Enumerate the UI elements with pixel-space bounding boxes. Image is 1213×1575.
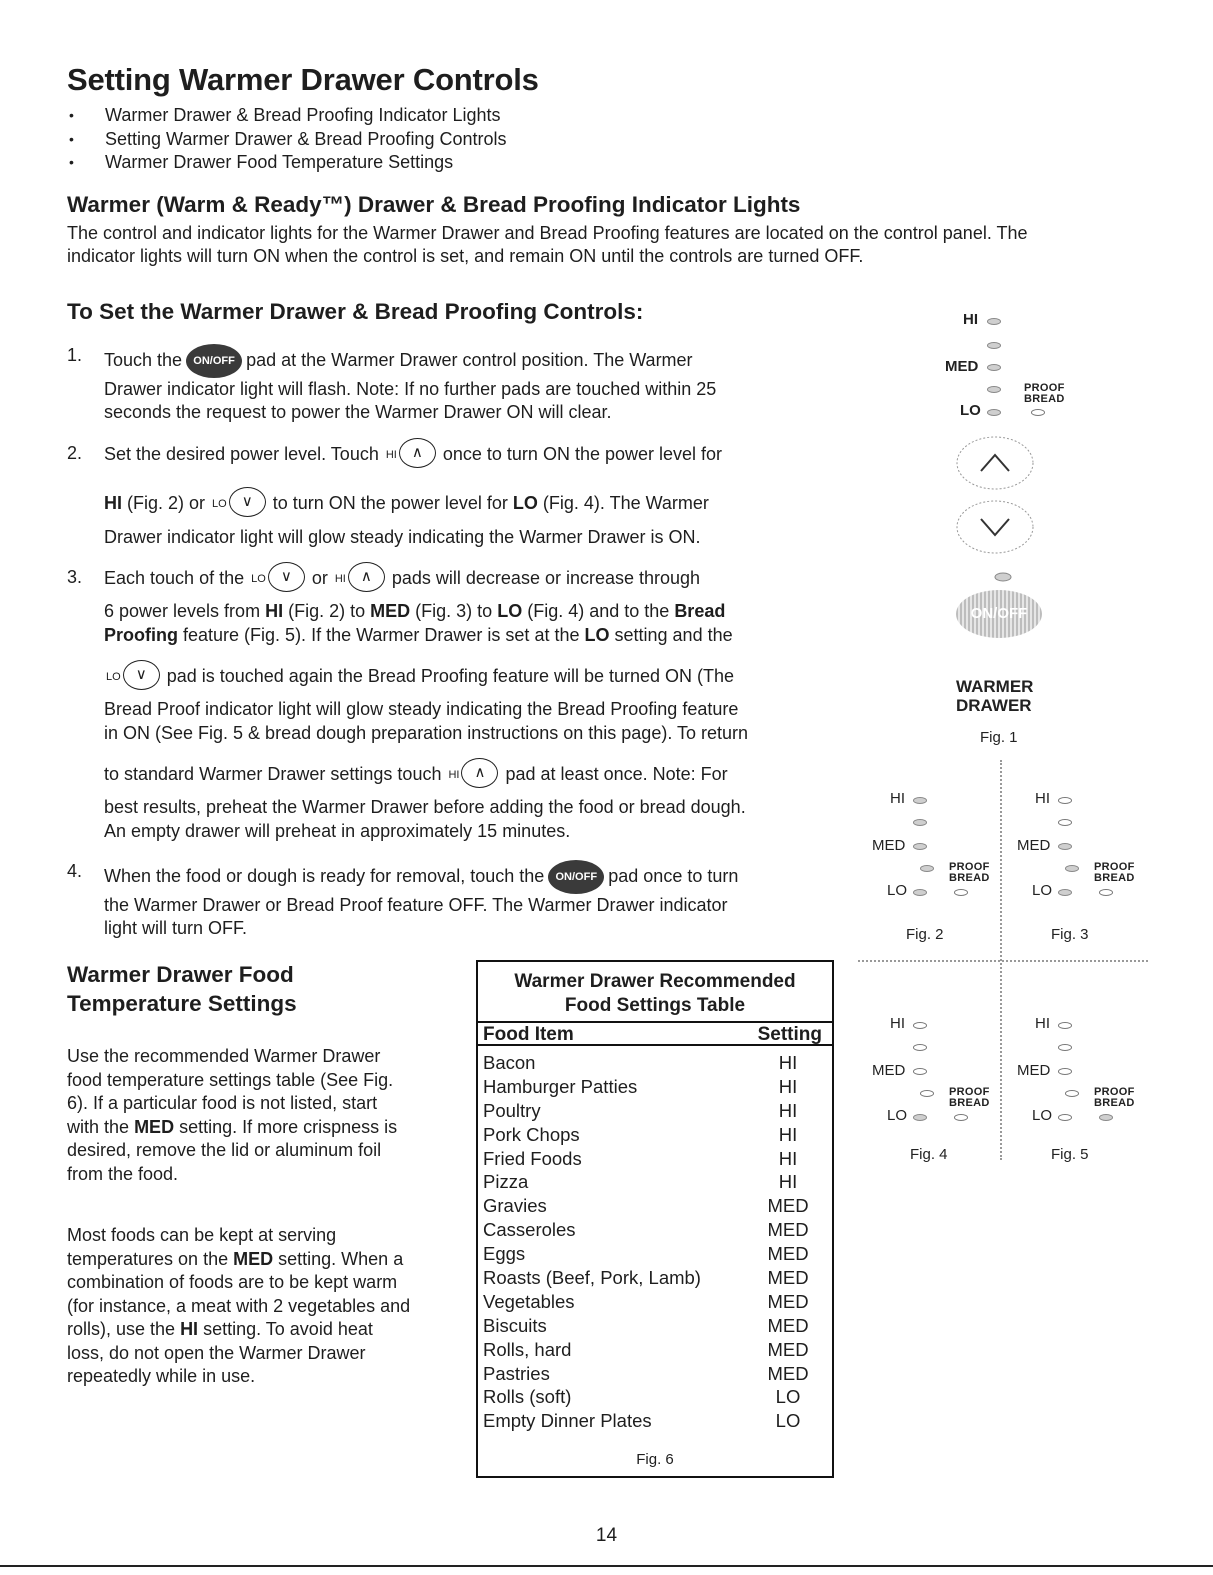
step-line: the Warmer Drawer or Bread Proof feature OFF. The Warmer Drawer indicator	[104, 895, 728, 915]
proof-bread-label	[1024, 383, 1065, 405]
step-line: best results, preheat the Warmer Drawer before adding the food or bread dough.	[104, 797, 746, 817]
setting-cell: HI	[778, 1099, 798, 1121]
step-text: setting and the	[614, 625, 733, 645]
table-row	[478, 1148, 832, 1172]
warmer-drawer-label	[956, 677, 1033, 715]
step-text: once to turn ON the power level for	[442, 443, 723, 464]
indicator-light	[987, 386, 1001, 393]
footer-rule	[0, 1565, 1213, 1567]
setting-cell: HI	[778, 1171, 798, 1193]
indicator-light	[913, 819, 927, 826]
food-settings-table	[476, 960, 834, 1478]
indicator-light	[920, 1090, 934, 1097]
down-arrow-pad-icon: ∨	[268, 562, 305, 592]
table-row	[478, 1339, 832, 1363]
step-text: (Fig. 4) and to the	[527, 601, 670, 621]
step-text: to turn ON the power level for	[272, 492, 508, 513]
bread-text: BREAD	[949, 872, 990, 884]
step-line: seconds the request to power the Warmer Drawer ON will clear.	[104, 402, 612, 422]
step-text: (Fig. 3) to	[415, 601, 493, 621]
step-line: Drawer indicator light will flash. Note: If no further pads are touched within 25	[104, 379, 717, 399]
hi-indicator-light	[987, 318, 1001, 325]
step-line	[104, 860, 738, 894]
onoff-pad-icon: ON/OFF	[956, 590, 1042, 638]
step-line	[104, 600, 725, 623]
lo-label: LO	[1032, 1107, 1053, 1124]
indicator-light	[1065, 865, 1079, 872]
page-number: 14	[595, 1525, 618, 1546]
step-text-bold: LO	[584, 625, 610, 645]
food-item-cell: Pork Chops	[483, 1123, 580, 1145]
hi-label: HI	[1035, 790, 1050, 807]
para-text-bold: MED	[233, 1248, 274, 1269]
step-line: Bread Proof indicator light will glow steady indicating the Bread Proofing feature	[104, 699, 739, 719]
hi-label: HI	[890, 1015, 905, 1032]
para-line: 6). If a particular food is not listed, start	[67, 1093, 378, 1113]
table-row	[478, 1195, 832, 1219]
table-row	[478, 1267, 832, 1291]
step-text: Touch the	[104, 349, 183, 370]
down-arrow-icon	[981, 519, 1009, 535]
warmer-text: WARMER	[956, 677, 1034, 696]
med-indicator-light	[1058, 843, 1072, 850]
proof-indicator-light	[1099, 889, 1113, 896]
para-line: food temperature settings table (See Fig.	[67, 1069, 394, 1090]
column-header-setting: Setting	[757, 1024, 822, 1045]
step-line	[104, 762, 728, 788]
setting-cell: HI	[778, 1052, 798, 1073]
para-text: setting. When a	[278, 1248, 404, 1269]
hi-indicator-light	[913, 797, 927, 804]
proof-bread-label	[949, 1087, 990, 1109]
step-text: Each touch of the	[104, 567, 245, 588]
indicator-light	[1058, 1044, 1072, 1051]
bread-text: BREAD	[949, 1097, 990, 1109]
table-row	[478, 1100, 832, 1124]
figure-caption: Fig. 1	[980, 729, 1018, 746]
para-text-bold: MED	[134, 1116, 175, 1137]
para-line	[67, 1116, 457, 1140]
setting-cell: HI	[778, 1147, 798, 1169]
para-line: loss, do not open the Warmer Drawer	[67, 1342, 366, 1363]
step-text: 6 power levels from	[104, 601, 261, 621]
topic-item: • Setting Warmer Drawer & Bread Proofing Controls	[67, 128, 506, 152]
figure-caption: Fig. 5	[1051, 1146, 1089, 1163]
setting-cell: HI	[778, 1075, 798, 1097]
proof-text: PROOF	[1094, 1086, 1135, 1098]
food-item-cell: Casseroles	[483, 1219, 576, 1241]
table-row	[478, 1243, 832, 1267]
control-panel-figure-4	[870, 1010, 1000, 1180]
para-text: setting. To avoid heat	[203, 1319, 373, 1339]
step-text-bold: Bread	[674, 601, 726, 621]
figure-divider-horizontal	[858, 960, 1148, 962]
para-text: with the	[67, 1116, 130, 1137]
control-panel-figure-5	[1015, 1010, 1145, 1180]
table-row	[478, 1052, 832, 1076]
food-item-cell: Poultry	[483, 1099, 541, 1121]
table-row	[478, 1363, 832, 1387]
step-text-bold: HI	[265, 601, 284, 621]
arrow-pads-graphic	[953, 435, 1043, 615]
para-line	[67, 1318, 457, 1342]
proof-indicator-light	[1031, 409, 1045, 416]
proof-indicator-light	[954, 1114, 968, 1121]
step-number: 4.	[67, 861, 83, 881]
proof-bread-label	[1094, 1087, 1135, 1109]
down-arrow-pad-icon: ∨	[229, 487, 266, 517]
control-panel-figure-1	[935, 305, 1085, 755]
up-arrow-icon	[981, 455, 1009, 471]
figure-caption: Fig. 6	[636, 1451, 674, 1468]
proof-text: PROOF	[949, 1086, 990, 1098]
drawer-text: DRAWER	[956, 696, 1032, 715]
proof-text: PROOF	[1094, 861, 1135, 873]
figure-caption: Fig. 3	[1051, 926, 1089, 943]
lo-label: LO	[887, 1107, 908, 1124]
step-text: When the food or dough is ready for removal, touch the	[104, 865, 545, 886]
lo-label: LO	[960, 402, 981, 419]
food-item-cell: Rolls, hard	[483, 1338, 572, 1360]
figure-caption: Fig. 2	[906, 926, 944, 943]
para-line	[67, 1248, 457, 1272]
step-line: An empty drawer will preheat in approximately 15 minutes.	[104, 821, 571, 841]
para-line: Most foods can be kept at serving	[67, 1225, 337, 1245]
med-indicator-light	[1058, 1068, 1072, 1075]
step-text: (Fig. 4). The Warmer	[542, 492, 709, 513]
step-text: pads will decrease or increase through	[391, 567, 701, 588]
step-number: 1.	[67, 345, 83, 365]
heading-line: Warmer Drawer Food	[67, 962, 294, 987]
step-line: Drawer indicator light will glow steady indicating the Warmer Drawer is ON.	[104, 527, 701, 547]
table-title	[478, 962, 832, 1018]
control-panel-figure-2	[870, 785, 1000, 955]
up-arrow-pad-icon: ∧	[399, 438, 436, 468]
table-title-line: Warmer Drawer Recommended	[514, 971, 796, 992]
setting-cell: MED	[767, 1314, 809, 1336]
step-text: (Fig. 2) or	[127, 492, 206, 513]
setting-cell: HI	[778, 1123, 798, 1145]
food-item-cell: Roasts (Beef, Pork, Lamb)	[483, 1267, 701, 1289]
lo-indicator-light	[1058, 889, 1072, 896]
drawer-indicator-light	[995, 573, 1011, 581]
para-text: temperatures on the	[67, 1248, 229, 1269]
table-row	[478, 1410, 832, 1434]
table-row	[478, 1219, 832, 1243]
food-item-cell: Bacon	[483, 1052, 536, 1073]
indicator-light	[920, 865, 934, 872]
med-indicator-light	[913, 843, 927, 850]
food-item-cell: Eggs	[483, 1243, 526, 1265]
step-text-bold: Proofing	[104, 625, 178, 645]
para-line: from the food.	[67, 1163, 179, 1184]
table-row	[478, 1076, 832, 1100]
para-text: setting. If more crispness is	[179, 1116, 398, 1137]
food-item-cell: Fried Foods	[483, 1147, 582, 1169]
setting-cell: MED	[767, 1243, 809, 1265]
step-text: pad is touched again the Bread Proofing feature will be turned ON (The	[166, 665, 735, 686]
proof-bread-label	[949, 862, 990, 884]
step-text-bold: MED	[370, 601, 411, 621]
food-item-cell: Rolls (soft)	[483, 1386, 572, 1408]
food-item-cell: Gravies	[483, 1195, 547, 1217]
lo-pad-label: LO	[251, 572, 266, 585]
food-settings-paragraph	[67, 1224, 457, 1389]
proof-bread-label	[1094, 862, 1135, 884]
topic-item: • Warmer Drawer Food Temperature Settings	[67, 151, 506, 175]
step-text: (Fig. 2) to	[288, 601, 366, 621]
food-item-cell: Biscuits	[483, 1314, 547, 1336]
step-text: Set the desired power level. Touch	[104, 443, 379, 464]
setting-cell: MED	[767, 1338, 809, 1360]
lo-pad-label: LO	[106, 670, 121, 683]
food-item-cell: Vegetables	[483, 1290, 575, 1312]
indicator-lights-heading: Warmer (Warm & Ready™) Drawer & Bread Proofing Indicator Lights	[67, 192, 801, 217]
topic-item: • Warmer Drawer & Bread Proofing Indicator Lights	[67, 104, 506, 128]
bread-text: BREAD	[1094, 872, 1135, 884]
step-text: pad once to turn	[608, 865, 739, 886]
proof-text: PROOF	[949, 861, 990, 873]
column-header-food: Food Item	[483, 1024, 574, 1045]
para-line: repeatedly while in use.	[67, 1366, 256, 1386]
hi-pad-label: HI	[448, 768, 460, 781]
med-label: MED	[945, 358, 979, 375]
med-label: MED	[1017, 1062, 1051, 1079]
topic-list	[67, 104, 506, 175]
step-line	[104, 344, 693, 378]
hi-indicator-light	[1058, 797, 1072, 804]
bread-text: BREAD	[1094, 1097, 1135, 1109]
down-arrow-pad-icon: ∨	[123, 660, 160, 690]
para-line: desired, remove the lid or aluminum foil	[67, 1140, 382, 1160]
setting-cell: MED	[767, 1362, 809, 1384]
table-body	[478, 1052, 832, 1434]
heading-line: Temperature Settings	[67, 991, 297, 1016]
up-arrow-pad-icon: ∧	[461, 758, 498, 788]
setting-cell: LO	[775, 1386, 801, 1408]
lo-label: LO	[1032, 882, 1053, 899]
step-text: pad at the Warmer Drawer control position. The Warmer	[246, 349, 693, 370]
hi-indicator-light	[1058, 1022, 1072, 1029]
table-row	[478, 1171, 832, 1195]
med-indicator-light	[987, 364, 1001, 371]
onoff-pad-icon: ON/OFF	[186, 344, 242, 378]
step-text: or	[311, 567, 328, 588]
step-line	[104, 566, 700, 592]
food-item-cell: Pastries	[483, 1362, 550, 1384]
hi-label: HI	[890, 790, 905, 807]
step-number: 3.	[67, 567, 83, 587]
proof-indicator-light	[954, 889, 968, 896]
para-line: (for instance, a meat with 2 vegetables and	[67, 1295, 411, 1316]
step-line	[104, 664, 734, 690]
indicator-light	[987, 342, 1001, 349]
up-pad-outline	[957, 437, 1033, 489]
med-indicator-light	[913, 1068, 927, 1075]
para-text-bold: HI	[180, 1319, 199, 1339]
step-line: light will turn OFF.	[104, 918, 248, 938]
setting-cell: LO	[775, 1410, 801, 1432]
indicator-light	[913, 1044, 927, 1051]
step-line	[104, 624, 733, 647]
step-text: to standard Warmer Drawer settings touch	[104, 763, 442, 784]
med-label: MED	[1017, 837, 1051, 854]
bread-text: BREAD	[1024, 393, 1065, 405]
para-line: Use the recommended Warmer Drawer	[67, 1046, 381, 1066]
setting-cell: MED	[767, 1267, 809, 1289]
set-controls-heading: To Set the Warmer Drawer & Bread Proofing Controls:	[67, 299, 644, 324]
lo-label: LO	[887, 882, 908, 899]
food-item-cell: Pizza	[483, 1171, 529, 1193]
indicator-light	[1058, 819, 1072, 826]
hi-label: HI	[963, 311, 978, 328]
step-text-bold: HI	[104, 492, 122, 513]
table-row	[478, 1291, 832, 1315]
setting-cell: MED	[767, 1195, 809, 1217]
hi-label: HI	[1035, 1015, 1050, 1032]
indicator-lights-text-line: The control and indicator lights for the Warmer Drawer and Bread Proofing features are located on the control panel. The	[67, 223, 1028, 243]
page-title: Setting Warmer Drawer Controls	[67, 62, 539, 97]
step-line: in ON (See Fig. 5 & bread dough preparation instructions on this page). To return	[104, 723, 749, 743]
indicator-light	[1065, 1090, 1079, 1097]
food-item-cell: Empty Dinner Plates	[483, 1410, 652, 1432]
setting-cell: MED	[767, 1290, 809, 1312]
control-panel-figure-3	[1015, 785, 1145, 955]
food-settings-paragraph	[67, 1045, 457, 1186]
para-text: rolls), use the	[67, 1319, 176, 1339]
table-header-row	[478, 1021, 832, 1046]
food-settings-heading	[67, 960, 297, 1018]
proof-indicator-light	[1099, 1114, 1113, 1121]
food-item-cell: Hamburger Patties	[483, 1075, 638, 1097]
onoff-pad-icon: ON/OFF	[548, 860, 604, 894]
table-title-line: Food Settings Table	[564, 995, 746, 1016]
hi-pad-label: HI	[385, 448, 397, 461]
up-arrow-pad-icon: ∧	[348, 562, 385, 592]
indicator-lights-text-line: indicator lights will turn ON when the control is set, and remain ON until the controls are turned OFF.	[67, 246, 864, 266]
step-line	[104, 442, 722, 468]
med-label: MED	[872, 837, 906, 854]
step-text: feature (Fig. 5). If the Warmer Drawer is set at the	[183, 625, 580, 645]
step-text-bold: LO	[497, 601, 523, 621]
step-text: pad at least once. Note: For	[505, 763, 728, 784]
proof-text: PROOF	[1024, 382, 1065, 394]
step-number: 2.	[67, 443, 83, 463]
table-row	[478, 1315, 832, 1339]
med-label: MED	[872, 1062, 906, 1079]
lo-pad-label: LO	[212, 497, 227, 510]
down-pad-outline	[957, 501, 1033, 553]
para-line: combination of foods are to be kept warm	[67, 1272, 398, 1292]
setting-cell: MED	[767, 1219, 809, 1241]
table-row	[478, 1386, 832, 1410]
lo-indicator-light	[1058, 1114, 1072, 1121]
step-line	[104, 491, 709, 517]
hi-pad-label: HI	[334, 572, 346, 585]
step-text-bold: LO	[512, 492, 538, 513]
figure-caption: Fig. 4	[910, 1146, 948, 1163]
table-row	[478, 1124, 832, 1148]
lo-indicator-light	[913, 889, 927, 896]
hi-indicator-light	[913, 1022, 927, 1029]
lo-indicator-light	[987, 409, 1001, 416]
lo-indicator-light	[913, 1114, 927, 1121]
